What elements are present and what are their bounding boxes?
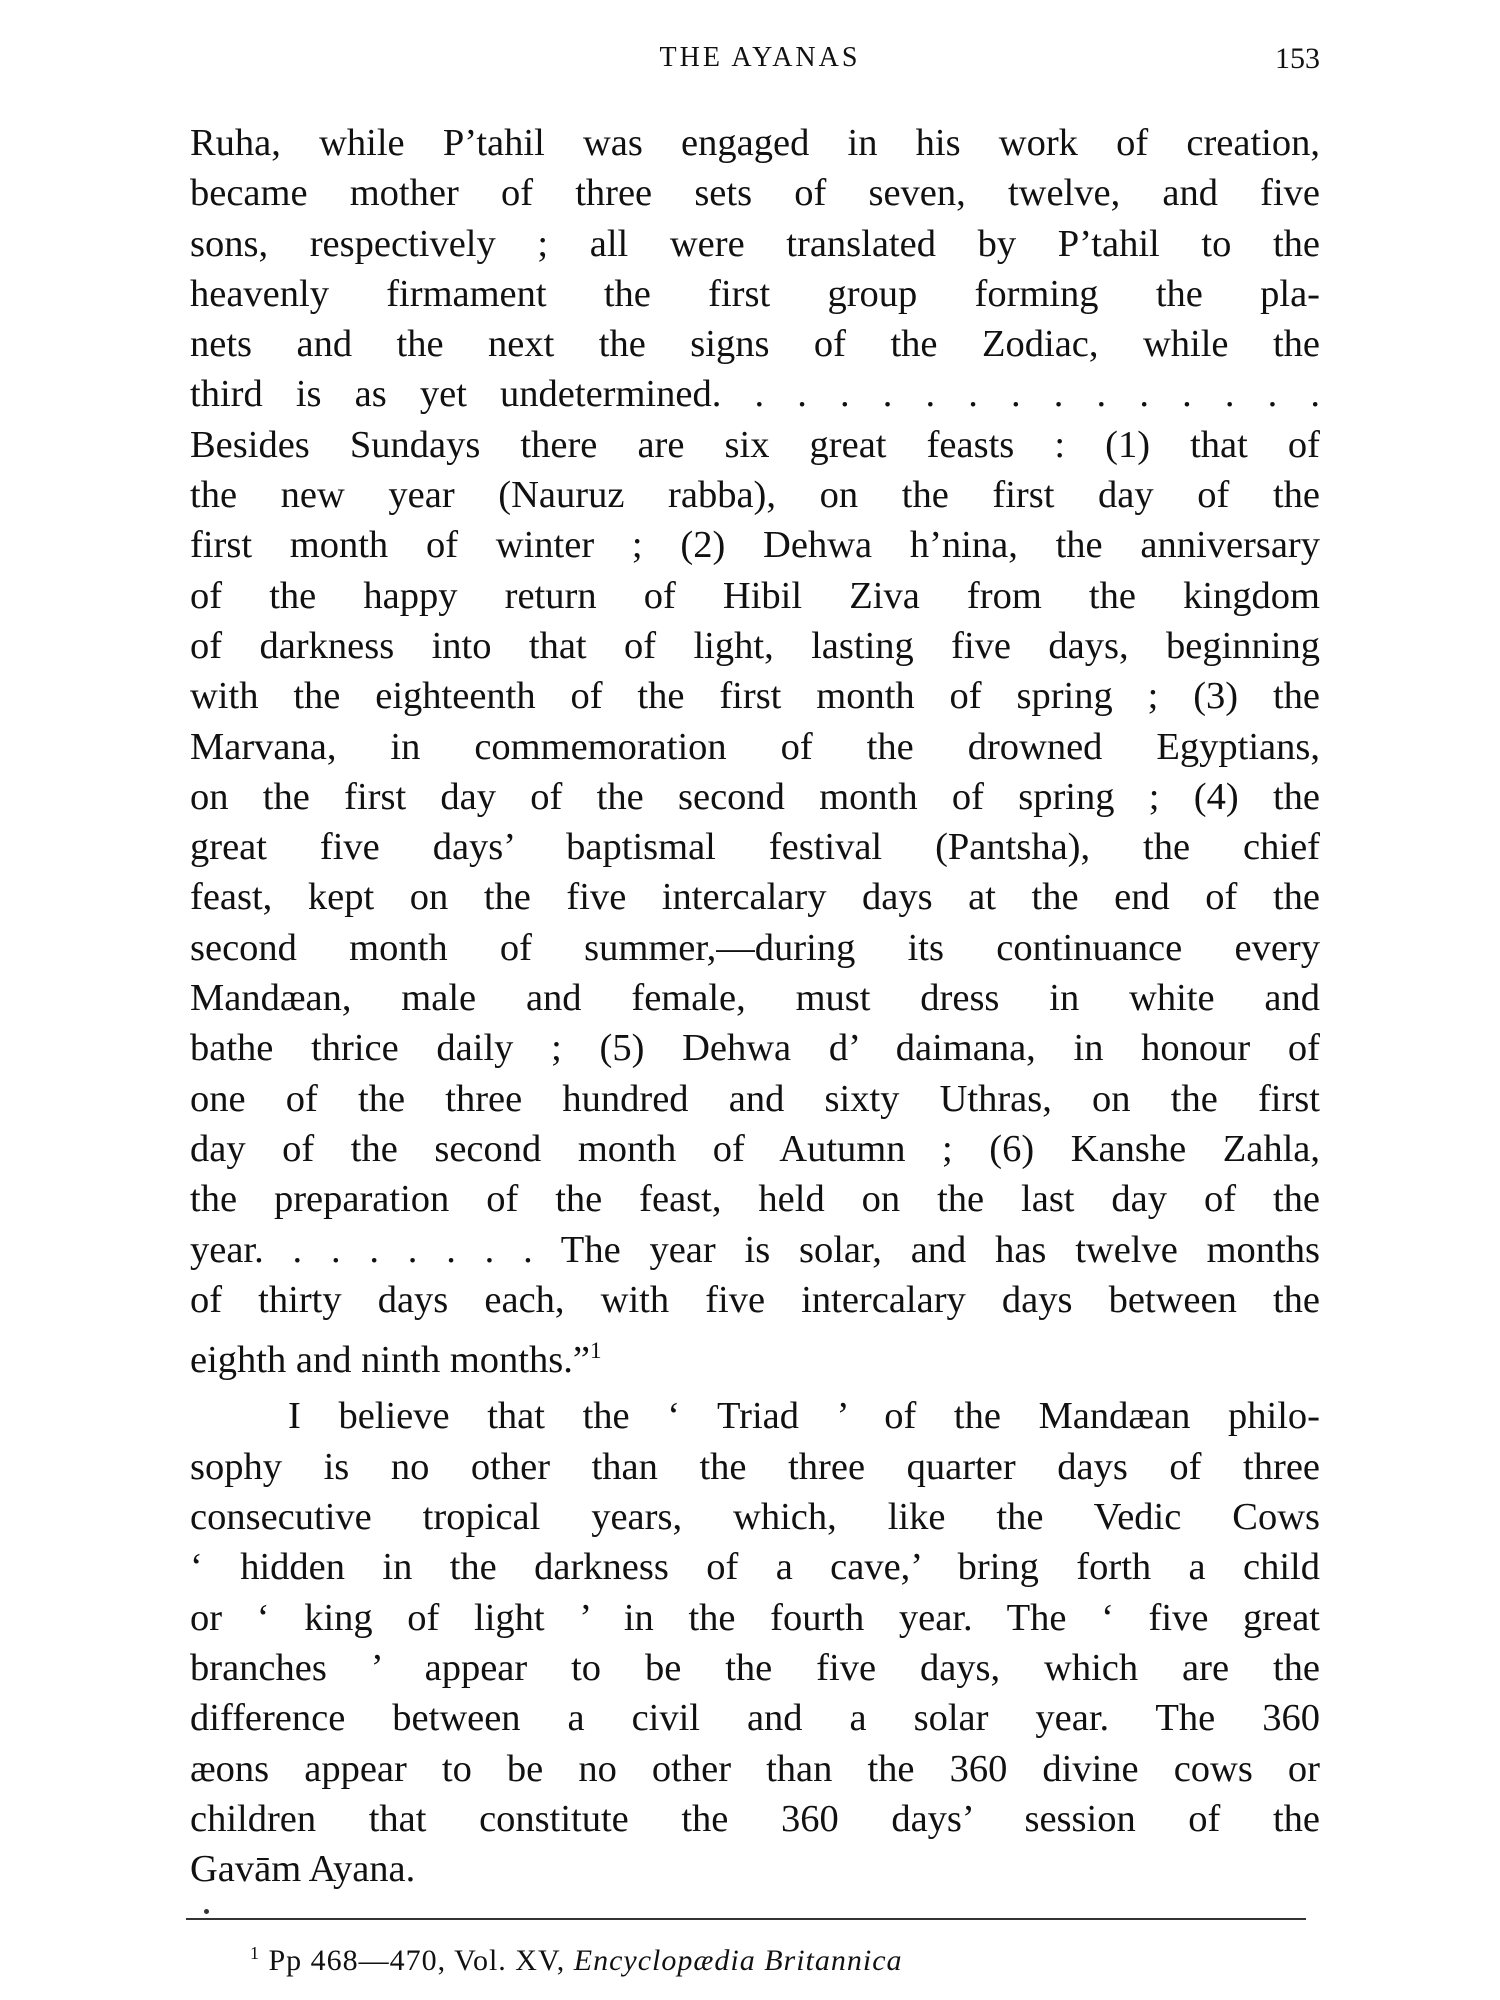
text-line [190, 1643, 1320, 1693]
text-line-content: difference between a civil and a solar year. The 360 [190, 1697, 1320, 1740]
text-line-content: year. . . . . . . . The year is solar, and has twelve months [190, 1228, 1320, 1271]
text-line-content: or ‘ king of light ’ in the fourth year. The ‘ five great [190, 1596, 1320, 1639]
text-line-content: one of the three hundred and sixty Uthras, on the first [190, 1077, 1320, 1120]
text-line-content: great five days’ baptismal festival (Pantsha), the chief [190, 826, 1320, 869]
text-line-content: nets and the next the signs of the Zodiac, while the [190, 323, 1320, 366]
text-line [190, 118, 1320, 168]
text-line [190, 1325, 1320, 1381]
text-line-content: eighth and ninth months.” [190, 1338, 590, 1381]
page-number: 153 [1275, 42, 1320, 75]
text-line-content: on the first day of the second month of spring ; (4) the [190, 775, 1320, 818]
text-line [190, 671, 1320, 721]
text-line [190, 822, 1320, 872]
body-text [190, 118, 1320, 1894]
footnote-mark: 1 [250, 1943, 260, 1963]
text-line-content: the new year (Nauruz rabba), on the first day of the [190, 474, 1320, 517]
text-line [190, 1844, 1320, 1894]
text-line [190, 621, 1320, 671]
text-line-content: third is as yet undetermined. . . . . . . . . . . . . . . [190, 373, 1320, 416]
text-line-content: heavenly firmament the first group forming the pla- [190, 272, 1320, 315]
text-line-content: first month of winter ; (2) Dehwa h’nina, the anniversary [190, 524, 1320, 567]
text-line [190, 369, 1320, 419]
text-line [190, 420, 1320, 470]
text-line-content: of thirty days each, with five intercalary days between the [190, 1278, 1320, 1321]
text-line-content: children that constitute the 360 days’ session of the [190, 1797, 1320, 1840]
text-line [190, 1124, 1320, 1174]
footnote-text: Pp 468—470, Vol. XV, [268, 1944, 566, 1977]
text-line [190, 1174, 1320, 1224]
text-line-content: the preparation of the feast, held on the last day of the [190, 1178, 1320, 1221]
paragraph-quotation [190, 118, 1320, 1381]
text-line [190, 1542, 1320, 1592]
text-line [190, 722, 1320, 772]
text-line-content: Ruha, while P’tahil was engaged in his work of creation, [190, 122, 1320, 164]
page-header [200, 42, 1320, 82]
text-line-content: consecutive tropical years, which, like the Vedic Cows [190, 1496, 1320, 1539]
text-line [190, 1225, 1320, 1275]
running-head: THE AYANAS [659, 42, 861, 73]
text-line [190, 1391, 1320, 1441]
text-line-content: with the eighteenth of the first month of spring ; (3) the [190, 675, 1320, 718]
text-line [190, 470, 1320, 520]
text-line [190, 772, 1320, 822]
text-line-content: Besides Sundays there are six great feasts : (1) that of [190, 423, 1320, 466]
text-line [190, 1492, 1320, 1542]
text-line-content: I believe that the ‘ Triad ’ of the Mandæan philo- [288, 1395, 1320, 1438]
text-line-content: feast, kept on the five intercalary days at the end of the [190, 876, 1320, 919]
paragraph-triad [190, 1391, 1320, 1894]
text-line-content: Mandæan, male and female, must dress in white and [190, 977, 1320, 1020]
text-line [190, 520, 1320, 570]
text-line [190, 269, 1320, 319]
text-line-content: sophy is no other than the three quarter days of three [190, 1445, 1320, 1488]
text-line [190, 168, 1320, 218]
text-line-content: of darkness into that of light, lasting five days, beginning [190, 624, 1320, 667]
text-line [190, 571, 1320, 621]
text-line [190, 1794, 1320, 1844]
text-line-content: second month of summer,—during its continuance every [190, 926, 1320, 969]
text-line-content: branches ’ appear to be the five days, which are the [190, 1646, 1320, 1689]
footnote-rule [186, 1918, 1306, 1920]
text-line [190, 872, 1320, 922]
text-line [190, 1744, 1320, 1794]
text-line-content: Marvana, in commemoration of the drowned Egyptians, [190, 725, 1320, 768]
footnote [250, 1943, 903, 1978]
text-line [190, 973, 1320, 1023]
text-line-content: ‘ hidden in the darkness of a cave,’ bring forth a child [190, 1546, 1320, 1589]
footnote-source: Encyclopædia Britannica [573, 1944, 903, 1977]
text-line [190, 1074, 1320, 1124]
text-line [190, 1442, 1320, 1492]
text-line-content: Gavām Ayana. [190, 1848, 416, 1891]
note-reference: 1 [589, 1337, 602, 1364]
text-line-content: æons appear to be no other than the 360 divine cows or [190, 1747, 1320, 1790]
text-line [190, 1023, 1320, 1073]
text-line [190, 1593, 1320, 1643]
text-line [190, 923, 1320, 973]
text-line [190, 219, 1320, 269]
text-line [190, 1275, 1320, 1325]
text-line-content: bathe thrice daily ; (5) Dehwa d’ daimana, in honour of [190, 1027, 1320, 1070]
text-line-content: day of the second month of Autumn ; (6) Kanshe Zahla, [190, 1127, 1320, 1170]
footnote-dot [204, 1909, 209, 1914]
text-line [190, 319, 1320, 369]
text-line-content: sons, respectively ; all were translated by P’tahil to the [190, 222, 1320, 265]
text-line-content: became mother of three sets of seven, twelve, and five [190, 172, 1320, 215]
text-line [190, 1693, 1320, 1743]
text-line-content: of the happy return of Hibil Ziva from the kingdom [190, 574, 1320, 617]
